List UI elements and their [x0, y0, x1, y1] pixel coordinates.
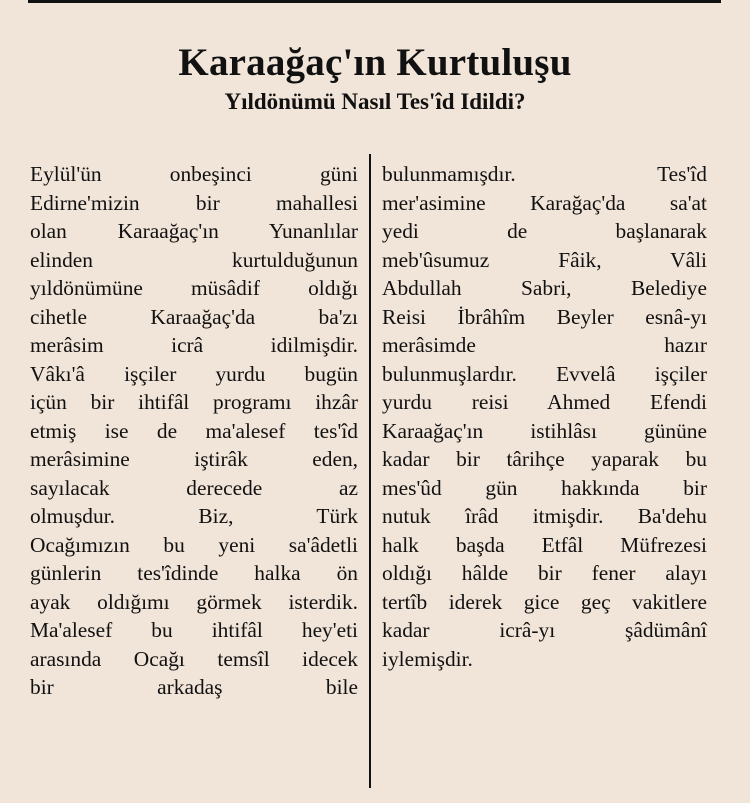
text-line: yedi de başlanarak: [382, 219, 707, 243]
text-line: Vâkı'â işçiler yurdu bugün: [30, 361, 358, 386]
text-line: halk başda Etfâl Müfrezesi: [382, 532, 707, 557]
text-line: merâsim icrâ idilmişdir.: [30, 333, 358, 357]
text-line: içün bir ihtifâl programı ihzâr: [30, 390, 358, 414]
text-line: olmuşdur. Biz, Türk: [30, 504, 358, 528]
top-rule: [28, 0, 721, 3]
text-line: olan Karaağaç'ın Yunanlılar: [30, 219, 358, 243]
text-line: arasında Ocağı temsîl idecek: [30, 646, 358, 671]
text-line: yıldönümüne müsâdif oldığı: [30, 276, 358, 300]
text-line: nutuk îrâd itmişdir. Ba'dehu: [382, 504, 707, 528]
text-line: kadar bir târihçe yaparak bu: [382, 447, 707, 471]
text-line: meb'ûsumuz Fâik, Vâli: [382, 247, 707, 272]
text-line: bir arkadaş bile: [30, 675, 358, 699]
text-line: Ocağımızın bu yeni sa'âdetli: [30, 532, 358, 557]
text-line: Reisi İbrâhîm Beyler esnâ-yı: [382, 304, 707, 329]
right-column: [382, 160, 707, 673]
text-line: merâsimine iştirâk eden,: [30, 447, 358, 471]
text-line: sayılacak derecede az: [30, 475, 358, 500]
text-line: mer'asimine Karağaç'da sa'at: [382, 190, 707, 215]
text-line: elinden kurtulduğunun: [30, 247, 358, 272]
text-line: ayak oldığımı görmek isterdik.: [30, 589, 358, 614]
text-line: tertîb iderek gice geç vakitlere: [382, 589, 707, 614]
article-subtitle: Yıldönümü Nasıl Tes'îd Idildi?: [224, 89, 526, 114]
text-line: bulunmuşlardır. Evvelâ işçiler: [382, 361, 707, 386]
text-line: Eylül'ün onbeşinci güni: [30, 162, 358, 186]
text-line: Abdullah Sabri, Belediye: [382, 276, 707, 300]
text-line: Karaağaç'ın istihlâsı gününe: [382, 418, 707, 443]
text-line: günlerin tes'îdinde halka ön: [30, 561, 358, 585]
text-line: mes'ûd gün hakkında bir: [382, 475, 707, 500]
column-divider: [369, 154, 371, 788]
article-title: Karaağaç'ın Kurtuluşu: [178, 41, 572, 84]
text-line: yurdu reisi Ahmed Efendi: [382, 390, 707, 414]
text-line: oldığı hâlde bir fener alayı: [382, 561, 707, 585]
text-line: kadar icrâ-yı şâdümânî: [382, 618, 707, 642]
left-column: [30, 160, 358, 702]
text-line: cihetle Karaağaç'da ba'zı: [30, 304, 358, 329]
text-line: merâsimde hazır: [382, 333, 707, 357]
text-line: iylemişdir.: [382, 646, 473, 671]
text-line: Ma'alesef bu ihtifâl hey'eti: [30, 618, 358, 642]
text-line: etmiş ise de ma'alesef tes'îd: [30, 418, 358, 443]
text-line: Edirne'mizin bir mahallesi: [30, 190, 358, 215]
text-line: bulunmamışdır. Tes'îd: [382, 162, 707, 186]
